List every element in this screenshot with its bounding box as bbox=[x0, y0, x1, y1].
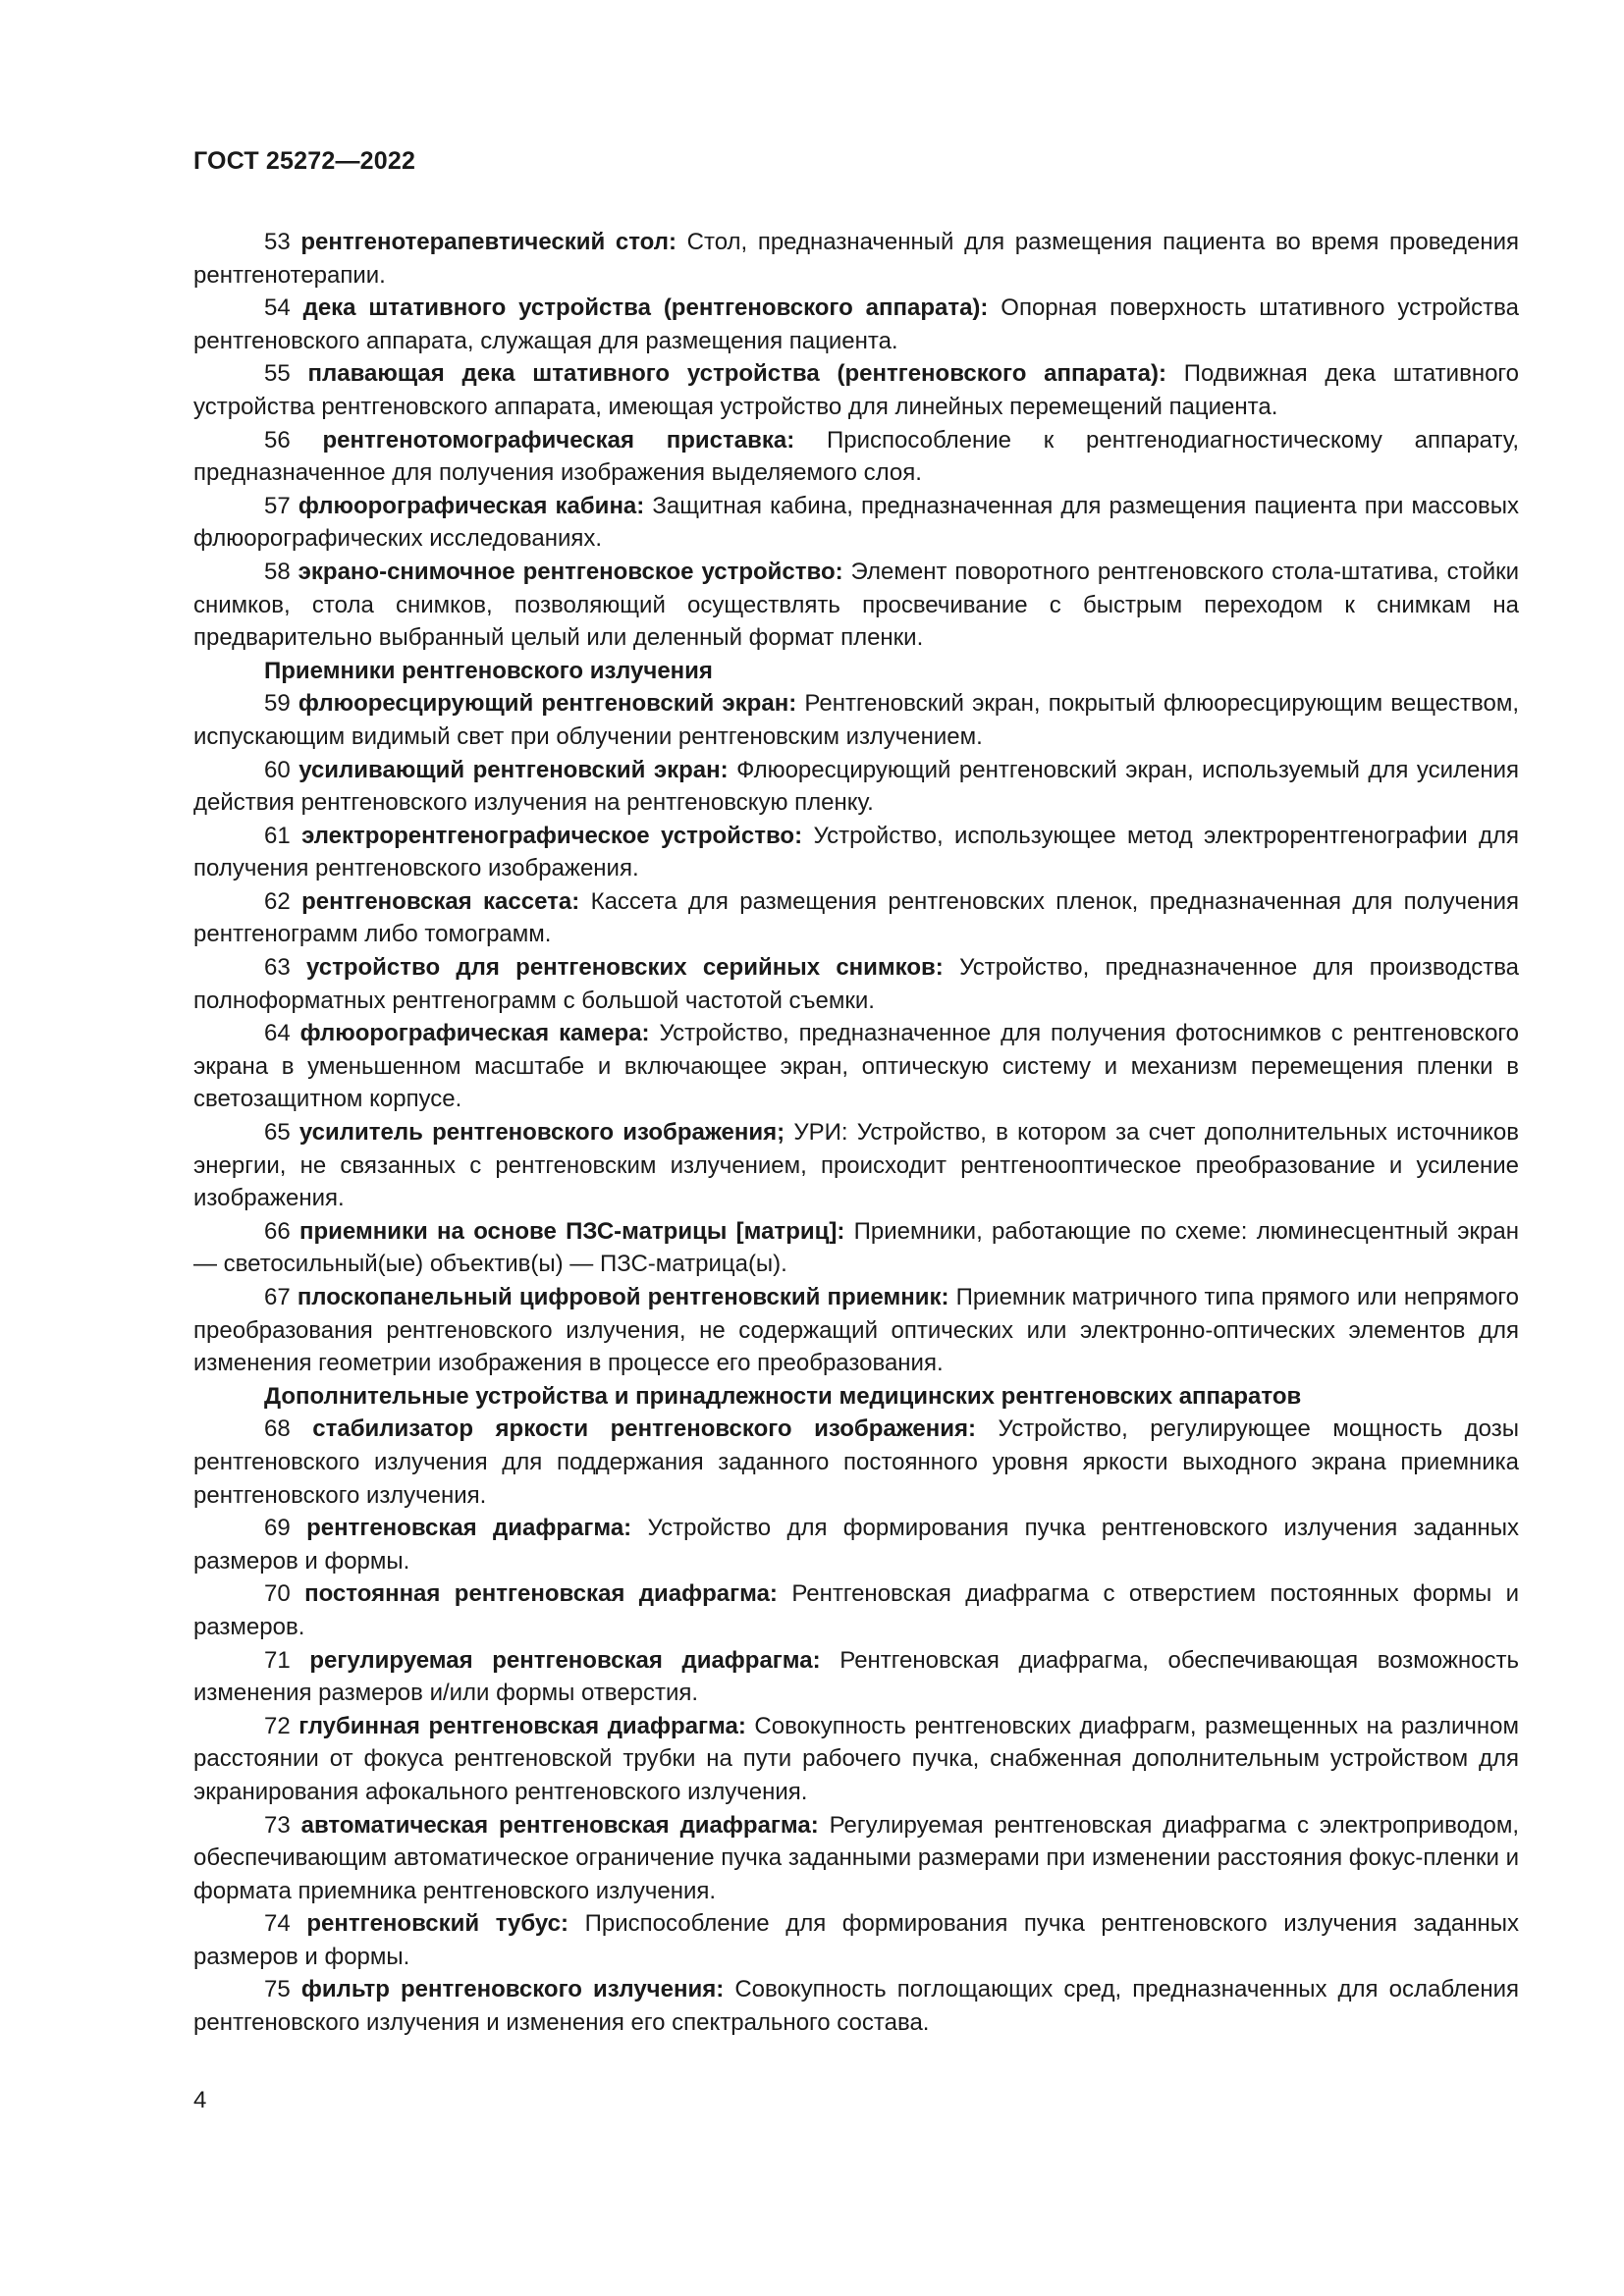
entry-term: постоянная рентгеновская диафрагма: bbox=[304, 1580, 778, 1608]
document-body bbox=[193, 226, 1519, 2040]
entry-number: 69 bbox=[264, 1515, 291, 1542]
entry-term: флюоресцирующий рентгеновский экран: bbox=[298, 690, 797, 718]
term-entry bbox=[193, 1512, 1519, 1577]
entry-number: 73 bbox=[264, 1811, 291, 1839]
entry-term: рентгеновская кассета: bbox=[301, 887, 580, 915]
entry-number: 70 bbox=[264, 1580, 291, 1608]
term-entry bbox=[193, 1017, 1519, 1116]
entry-number: 59 bbox=[264, 690, 291, 718]
entry-term: приемники на основе ПЗС-матрицы [матриц]: bbox=[299, 1217, 845, 1245]
entry-number: 63 bbox=[264, 954, 291, 982]
entry-definition: Рентгеновская диафрагма с отверстием постоянных формы и размеров. bbox=[193, 1580, 1519, 1640]
entry-definition: Устройство, предназначенное для получения фотоснимков с рентгеновского экрана в уменьшенном масштабе и включающее экран, оптическую систему и механизм перемещения пленки в светозащитном корпусе. bbox=[193, 1020, 1519, 1113]
entry-number: 62 bbox=[264, 887, 291, 915]
entry-definition: Совокупность поглощающих сред, предназначенных для ослабления рентгеновского излучения и изменения его спектрального состава. bbox=[193, 1976, 1520, 2037]
term-entry bbox=[193, 820, 1519, 885]
entry-definition: Флюоресцирующий рентгеновский экран, используемый для усиления действия рентгеновского излучения на рентгеновскую пленку. bbox=[193, 756, 1519, 817]
entry-definition: Подвижная дека штативного устройства рентгеновского аппарата, имеющая устройство для линейных перемещений пациента. bbox=[193, 360, 1520, 420]
entry-definition: Приспособление для формирования пучка рентгеновского излучения заданных размеров и формы. bbox=[193, 1910, 1520, 1970]
entry-definition: Устройство, предназначенное для производства полноформатных рентгенограмм с большой частотой съемки. bbox=[193, 954, 1520, 1014]
term-entry bbox=[193, 1116, 1519, 1215]
entry-definition: Рентгеновский экран, покрытый флюоресцирующим веществом, испускающим видимый свет при облучении рентгеновским излучением. bbox=[193, 690, 1519, 750]
term-entry bbox=[193, 1907, 1519, 1973]
term-entry bbox=[193, 1281, 1519, 1380]
entry-definition: Кассета для размещения рентгеновских пленок, предназначенная для получения рентгенограмм либо томограмм. bbox=[193, 887, 1520, 948]
entry-definition: Защитная кабина, предназначенная для размещения пациента при массовых флюорографических исследованиях. bbox=[193, 492, 1520, 553]
standard-code-header: ГОСТ 25272—2022 bbox=[193, 147, 416, 175]
entry-number: 75 bbox=[264, 1976, 291, 2003]
term-entry bbox=[193, 357, 1519, 423]
entry-definition: УРИ: Устройство, в котором за счет дополнительных источников энергии, не связанных с рентгеновским излучением, происходит рентгенооптическое преобразование и усиление изображения. bbox=[193, 1119, 1520, 1212]
entry-number: 71 bbox=[264, 1646, 291, 1674]
entry-number: 66 bbox=[264, 1217, 291, 1245]
entry-definition: Приемники, работающие по схеме: люминесцентный экран — светосильный(ые) объектив(ы) — ПЗС-матрица(ы). bbox=[193, 1217, 1519, 1278]
entry-term: автоматическая рентгеновская диафрагма: bbox=[300, 1811, 819, 1839]
entry-term: фильтр рентгеновского излучения: bbox=[300, 1976, 725, 2003]
term-entry bbox=[193, 1577, 1519, 1643]
term-entry bbox=[193, 885, 1519, 951]
entry-term: рентгеновская диафрагма: bbox=[306, 1515, 632, 1542]
term-entry bbox=[193, 424, 1519, 490]
term-entry bbox=[193, 490, 1519, 556]
term-entry bbox=[193, 1809, 1519, 1908]
entry-term: флюорографическая кабина: bbox=[298, 492, 645, 519]
entry-number: 61 bbox=[264, 822, 291, 849]
entry-term: электрорентгенографическое устройство: bbox=[301, 822, 803, 849]
entry-term: плавающая дека штативного устройства (рентгеновского аппарата): bbox=[307, 360, 1166, 388]
entry-definition: Устройство, регулирующее мощность дозы рентгеновского излучения для поддержания заданного постоянного уровня яркости выходного экрана приемника рентгеновского излучения. bbox=[193, 1415, 1519, 1509]
entry-number: 60 bbox=[264, 756, 291, 783]
entry-term: усилитель рентгеновского изображения; bbox=[298, 1119, 785, 1147]
term-entry bbox=[193, 556, 1519, 655]
entry-definition: Устройство, использующее метод электрорентгенографии для получения рентгеновского изображения. bbox=[193, 822, 1519, 882]
entry-term: стабилизатор яркости рентгеновского изображения: bbox=[312, 1415, 976, 1443]
entry-number: 57 bbox=[264, 492, 291, 519]
term-entry bbox=[193, 951, 1519, 1017]
entry-term: рентгенотерапевтический стол: bbox=[300, 229, 677, 255]
entry-number: 74 bbox=[264, 1910, 291, 1938]
section-heading: Приемники рентгеновского излучения bbox=[264, 657, 713, 684]
entry-number: 53 bbox=[264, 229, 291, 255]
entry-definition: Устройство для формирования пучка рентгеновского излучения заданных размеров и формы. bbox=[193, 1515, 1520, 1575]
entry-number: 68 bbox=[264, 1415, 291, 1443]
term-entry bbox=[193, 1973, 1519, 2039]
entry-number: 67 bbox=[264, 1284, 291, 1310]
section-heading: Дополнительные устройства и принадлежности медицинских рентгеновских аппаратов bbox=[264, 1382, 1302, 1410]
entry-term: рентгеновский тубус: bbox=[306, 1910, 568, 1938]
entry-number: 72 bbox=[264, 1712, 291, 1739]
term-entry bbox=[193, 1644, 1519, 1710]
entry-definition: Совокупность рентгеновских диафрагм, размещенных на различном расстоянии от фокуса рентгеновской трубки на пути рабочего пучка, снабженная дополнительным устройством для экранирования афокального рентгеновского излучения. bbox=[193, 1712, 1519, 1805]
entry-term: усиливающий рентгеновский экран: bbox=[298, 756, 729, 783]
entry-definition: Опорная поверхность штативного устройства рентгеновского аппарата, служащая для размещения пациента. bbox=[193, 294, 1519, 354]
entry-term: флюорографическая камера: bbox=[299, 1020, 650, 1047]
entry-definition: Стол, предназначенный для размещения пациента во время проведения рентгенотерапии. bbox=[193, 229, 1520, 289]
entry-term: регулируемая рентгеновская диафрагма: bbox=[309, 1646, 821, 1674]
entry-definition: Рентгеновская диафрагма, обеспечивающая возможность изменения размеров и/или формы отверстия. bbox=[193, 1646, 1520, 1707]
entry-term: плоскопанельный цифровой рентгеновский приемник: bbox=[297, 1284, 949, 1310]
entry-term: дека штативного устройства (рентгеновского аппарата): bbox=[302, 294, 989, 322]
entry-definition: Элемент поворотного рентгеновского стола-штатива, стойки снимков, стола снимков, позволяющий осуществлять просвечивание с быстрым переходом к снимкам на предварительно выбранный целый или деленный формат пленки. bbox=[193, 558, 1519, 652]
term-entry bbox=[193, 1710, 1519, 1809]
term-entry bbox=[193, 1413, 1519, 1512]
term-entry bbox=[193, 687, 1519, 753]
entry-number: 55 bbox=[264, 360, 291, 388]
entry-number: 64 bbox=[264, 1020, 291, 1047]
entry-term: рентгенотомографическая приставка: bbox=[322, 426, 795, 454]
entry-definition: Регулируемая рентгеновская диафрагма с электроприводом, обеспечивающим автоматическое ограничение пучка заданными размерами при изменении расстояния фокус-пленки и формата приемника рентгеновского излучения. bbox=[193, 1811, 1519, 1904]
entry-number: 65 bbox=[264, 1119, 291, 1147]
entry-term: глубинная рентгеновская диафрагма: bbox=[298, 1712, 746, 1739]
entry-number: 56 bbox=[264, 426, 291, 454]
entry-number: 58 bbox=[264, 558, 291, 585]
entry-definition: Приемник матричного типа прямого или непрямого преобразования рентгеновского излучения, не содержащий оптических или электронно-оптических элементов для изменения геометрии изображения в процессе его преобразования. bbox=[193, 1284, 1519, 1377]
entry-term: устройство для рентгеновских серийных снимков: bbox=[306, 954, 944, 982]
entry-term: экрано-снимочное рентгеновское устройство: bbox=[298, 558, 843, 585]
term-entry bbox=[193, 292, 1519, 357]
term-entry bbox=[193, 226, 1519, 292]
term-entry bbox=[193, 754, 1519, 820]
term-entry bbox=[193, 1215, 1519, 1281]
page-number: 4 bbox=[193, 2087, 207, 2113]
entry-number: 54 bbox=[264, 294, 291, 322]
entry-definition: Приспособление к рентгенодиагностическому аппарату, предназначенное для получения изображения выделяемого слоя. bbox=[193, 426, 1520, 487]
